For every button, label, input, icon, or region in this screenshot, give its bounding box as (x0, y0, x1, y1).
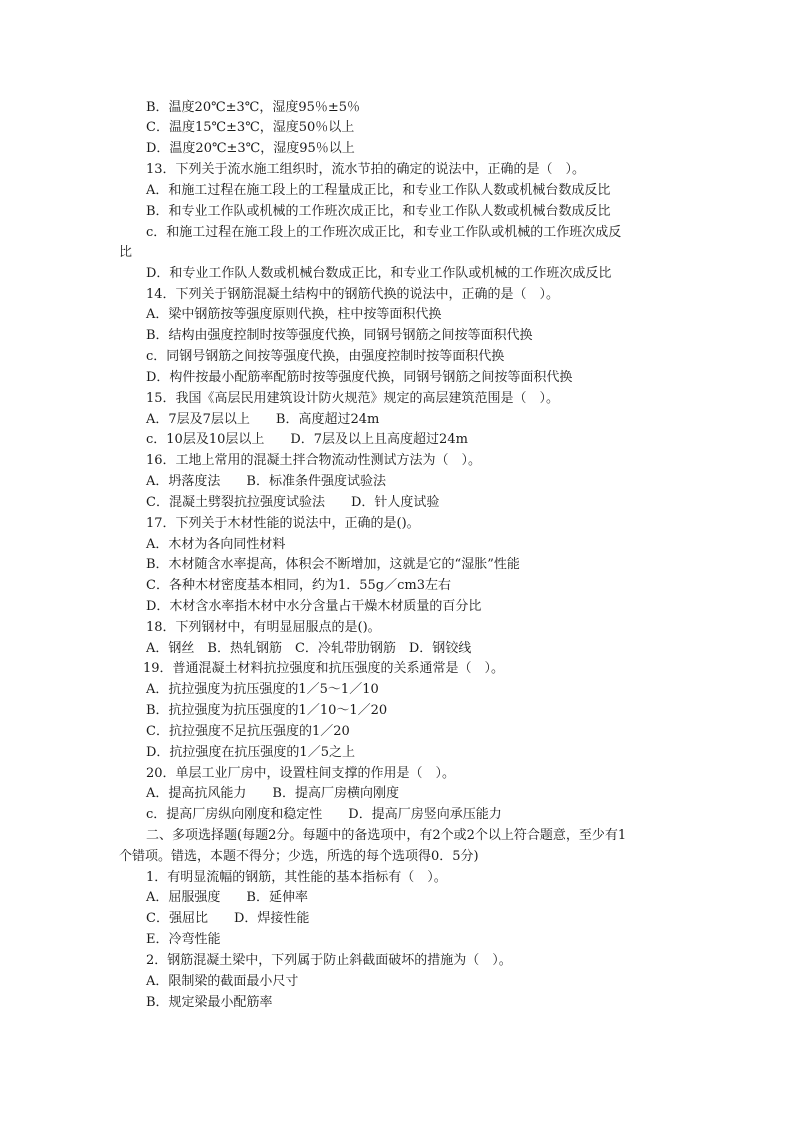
option-line-wrap: 比 (119, 245, 133, 260)
question-17: 17．下列关于木材性能的说法中，正确的是()。 (146, 516, 420, 531)
question-m1: 1．有明显流幅的钢筋，其性能的基本指标有（ ）。 (146, 870, 447, 885)
option-line: D．木材含水率指木材中水分含量占干燥木材质量的百分比 (146, 599, 482, 614)
option-line: A．坍落度法 B．标准条件强度试验法 (146, 474, 386, 489)
option-line: C．强屈比 D．焊接性能 (146, 911, 310, 926)
option-line: A．提高抗风能力 B．提高厂房横向刚度 (146, 786, 399, 801)
option-line: D．和专业工作队人数或机械台数成正比，和专业工作队或机械的工作班次成反比 (146, 266, 612, 281)
option-line: B．规定梁最小配筋率 (146, 995, 273, 1010)
option-line: B．结构由强度控制时按等强度代换，同钢号钢筋之间按等面积代换 (146, 328, 533, 343)
option-line: A．抗拉强度为抗压强度的1／5～1／10 (146, 682, 379, 697)
option-line: C．各种木材密度基本相同，约为1．55g／cm3左右 (146, 578, 451, 593)
option-line: D．抗拉强度在抗压强度的1／5之上 (146, 745, 355, 760)
question-m2: 2．钢筋混凝土梁中，下列属于防止斜截面破坏的措施为（ ）。 (146, 953, 512, 968)
question-19: 19．普通混凝土材料抗拉强度和抗压强度的关系通常是（ ）。 (143, 661, 505, 676)
option-line: E．冷弯性能 (146, 932, 221, 947)
option-line: c．和施工过程在施工段上的工作班次成正比，和专业工作队或机械的工作班次成反 (146, 225, 622, 240)
option-line: B．抗拉强度为抗压强度的1／10～1／20 (146, 703, 388, 718)
option-line: A．钢丝 B．热轧钢筋 C．冷轧带肋钢筋 D．钢铰线 (146, 641, 472, 656)
option-line: A．限制梁的截面最小尺寸 (146, 974, 299, 989)
option-line: B．木材随含水率提高，体积会不断增加，这就是它的“湿胀”性能 (146, 557, 520, 572)
option-line: D．构件按最小配筋率配筋时按等强度代换，同钢号钢筋之间按等面积代换 (146, 370, 573, 385)
option-line: A．和施工过程在施工段上的工程量成正比，和专业工作队人数或机械台数成反比 (146, 183, 611, 198)
option-line: A．梁中钢筋按等强度原则代换，柱中按等面积代换 (146, 307, 442, 322)
question-16: 16．工地上常用的混凝土拌合物流动性测试方法为（ ）。 (146, 453, 482, 468)
option-line: B．和专业工作队或机械的工作班次成正比，和专业工作队人数或机械台数成反比 (146, 204, 611, 219)
option-line: C．混凝土劈裂抗拉强度试验法 D．针人度试验 (146, 495, 440, 510)
option-line: C．抗拉强度不足抗压强度的1／20 (146, 724, 350, 739)
option-line: D．温度20℃±3℃，湿度95％以上 (146, 141, 355, 156)
option-line: c．10层及10层以上 D．7层及以上且高度超过24m (146, 432, 468, 447)
option-line: A．木材为各向同性材料 (146, 537, 286, 552)
option-line: A．7层及7层以上 B．高度超过24m (146, 412, 380, 427)
option-line: c．同钢号钢筋之间按等强度代换，由强度控制时按等面积代换 (146, 349, 505, 364)
section-heading-multiple-choice: 二、多项选择题(每题2分。每题中的备选项中，有2个或2个以上符合题意，至少有1 (146, 828, 627, 843)
question-18: 18．下列钢材中，有明显屈服点的是()。 (146, 620, 381, 635)
option-line: B．温度20℃±3℃，湿度95％±5％ (146, 100, 361, 115)
option-line: C．温度15℃±3℃，湿度50％以上 (146, 120, 355, 135)
question-20: 20．单层工业厂房中，设置柱间支撑的作用是（ ）。 (146, 766, 456, 781)
option-line: A．屈服强度 B．延伸率 (146, 890, 308, 905)
section-heading-continued: 个错项。错选，本题不得分；少选，所选的每个选项得0．5分) (119, 849, 479, 864)
question-14: 14．下列关于钢筋混凝土结构中的钢筋代换的说法中，正确的是（ ）。 (146, 287, 560, 302)
option-line: c．提高厂房纵向刚度和稳定性 D．提高厂房竖向承压能力 (146, 807, 502, 822)
question-13: 13．下列关于流水施工组织时，流水节拍的确定的说法中，正确的是（ ）。 (146, 162, 586, 177)
question-15: 15．我国《高层民用建筑设计防火规范》规定的高层建筑范围是（ ）。 (146, 391, 560, 406)
